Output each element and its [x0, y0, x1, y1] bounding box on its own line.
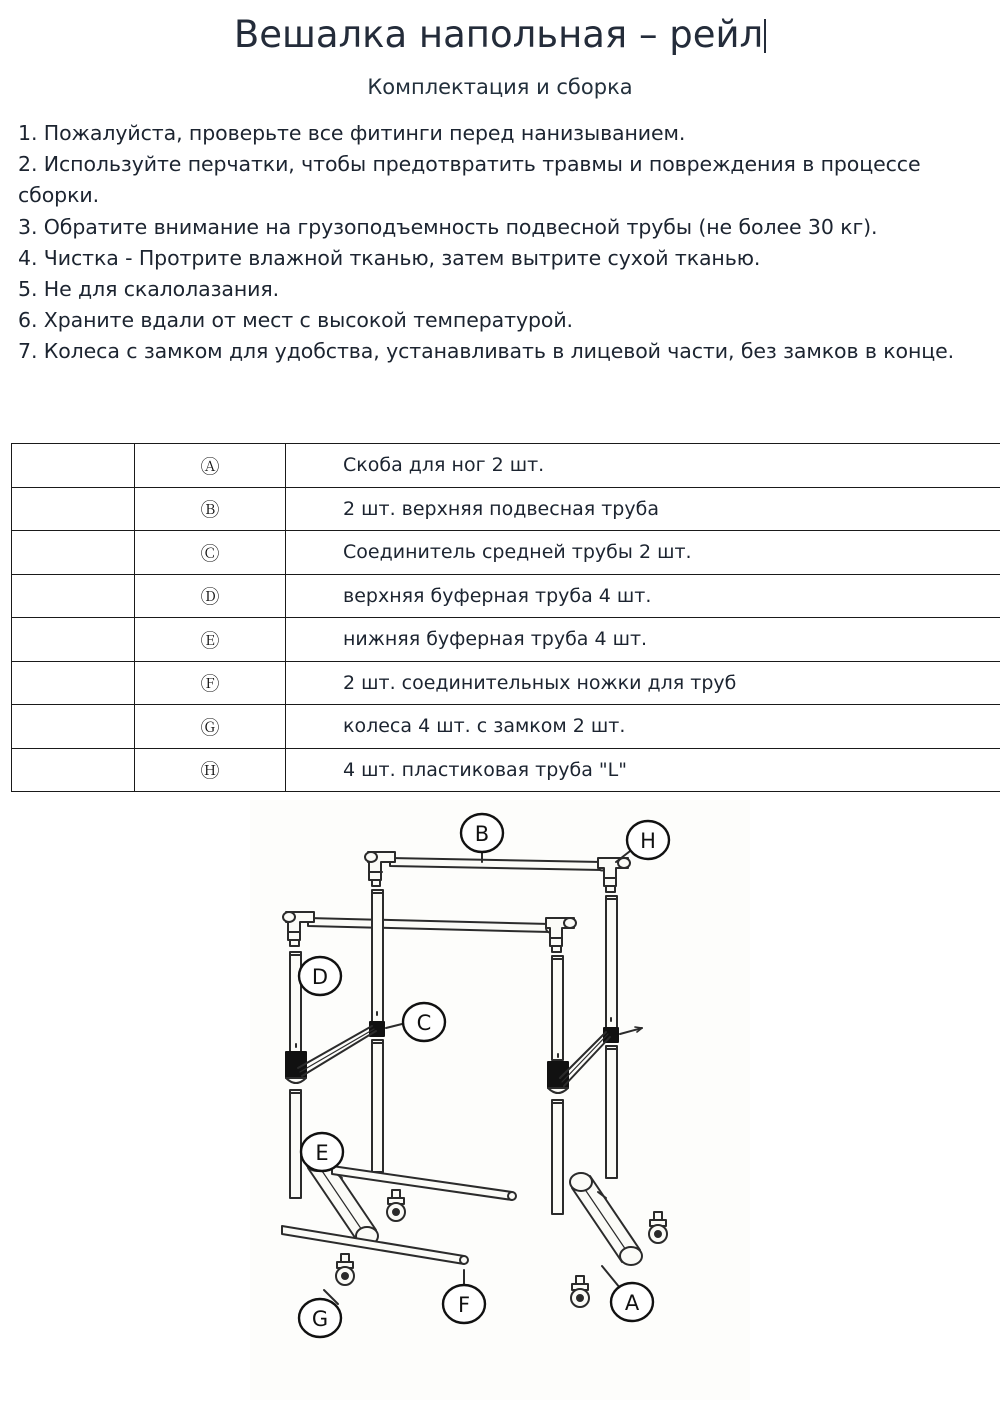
instruction-item: 2. Используйте перчатки, чтобы предотвратить травмы и повреждения в процессе сборки. — [18, 152, 927, 208]
instruction-item: 3. Обратите внимание на грузоподъемность подвесной трубы (не более 30 кг). — [18, 214, 878, 239]
instruction-item: 7. Колеса с замком для удобства, устанавливать в лицевой части, без замков в конце. — [18, 339, 955, 364]
plastic-l-connector-rear-left — [365, 852, 395, 886]
part-letter-badge: Ⓒ — [200, 542, 220, 565]
table-row — [12, 444, 1000, 488]
part-letter-badge: Ⓑ — [200, 499, 220, 522]
callout-c — [403, 1003, 445, 1041]
table-row — [12, 705, 1000, 749]
assembly-diagram — [250, 800, 750, 1400]
instruction-item: 1. Пожалуйста, проверьте все фитинги перед нанизыванием. — [18, 121, 686, 145]
table-cell-letter — [135, 748, 286, 792]
callout-label-d: D — [311, 965, 329, 989]
callout-a — [611, 1283, 653, 1321]
callout-d — [299, 957, 341, 995]
upper-buffer-tube-left-rear — [372, 890, 383, 1022]
caster-wheel-right-rear — [649, 1212, 667, 1243]
callout-label-b: B — [474, 822, 490, 846]
table-cell-description: верхняя буферная труба 4 шт. — [286, 574, 1000, 618]
instruction-item: 5. Не для скалолазания. — [18, 277, 280, 302]
caster-wheel-right-front — [571, 1276, 589, 1307]
callout-label-c: C — [416, 1011, 432, 1035]
lower-buffer-tube-left-front — [290, 1090, 301, 1198]
table-cell-description: Скоба для ног 2 шт. — [286, 444, 1000, 488]
instruction-item: 4. Чистка - Протрите влажной тканью, затем вытрите сухой тканью. — [18, 245, 761, 270]
table-cell-letter — [135, 531, 286, 575]
table-cell-blank — [12, 444, 135, 488]
part-letter-badge: Ⓓ — [200, 586, 220, 609]
table-cell-description: 2 шт. верхняя подвесная труба — [286, 487, 1000, 531]
callout-label-f: F — [457, 1293, 471, 1317]
upper-buffer-tube-left-front — [290, 952, 301, 1052]
page-title-text: Вешалка напольная – рейл — [233, 13, 764, 56]
foot-bracket-right — [570, 1173, 642, 1265]
plastic-l-connector-front-left — [283, 912, 314, 946]
table-cell-description: 2 шт. соединительных ножки для труб — [286, 661, 1000, 705]
table-row — [12, 574, 1000, 618]
table-cell-description: 4 шт. пластиковая труба "L" — [286, 748, 1000, 792]
part-letter-badge: Ⓗ — [200, 760, 220, 783]
part-letter-badge: Ⓔ — [200, 629, 220, 652]
table-cell-letter — [135, 661, 286, 705]
top-hanging-rail-rear — [390, 858, 606, 871]
lower-buffer-tube-left-rear — [372, 1040, 383, 1172]
page-subtitle: Комплектация и сборка — [367, 75, 633, 99]
table-cell-blank — [12, 748, 135, 792]
table-cell-blank — [12, 487, 135, 531]
instruction-list — [18, 118, 958, 368]
lower-buffer-tube-right-front — [552, 1100, 563, 1214]
part-letter-badge: Ⓖ — [200, 716, 220, 739]
callout-label-a: A — [624, 1291, 640, 1315]
callout-label-h: H — [640, 829, 656, 853]
plastic-l-connector-rear-right — [598, 858, 630, 892]
table-cell-letter — [135, 574, 286, 618]
plastic-l-connector-front-right — [546, 918, 576, 952]
leader-a — [602, 1266, 620, 1288]
callout-f — [443, 1285, 485, 1323]
table-cell-blank — [12, 618, 135, 662]
table-row — [12, 531, 1000, 575]
callout-h — [627, 821, 669, 859]
table-row — [12, 748, 1000, 792]
text-caret — [764, 19, 766, 53]
middle-tube-connector-left — [286, 1012, 410, 1083]
table-cell-blank — [12, 705, 135, 749]
table-cell-blank — [12, 574, 135, 618]
table-row — [12, 487, 1000, 531]
connecting-leg-tube-upper — [332, 1166, 516, 1200]
instruction-item: 6. Храните вдали от мест с высокой температурой. — [18, 308, 573, 333]
top-hanging-rail-front — [308, 918, 554, 933]
lower-buffer-tube-right-rear — [606, 1046, 617, 1178]
callout-e — [301, 1133, 343, 1171]
page-title — [0, 13, 1000, 57]
table-cell-description: колеса 4 шт. с замком 2 шт. — [286, 705, 1000, 749]
table-cell-blank — [12, 661, 135, 705]
table-cell-description: Соединитель средней трубы 2 шт. — [286, 531, 1000, 575]
table-cell-blank — [12, 531, 135, 575]
parts-table — [11, 443, 1000, 792]
table-cell-letter — [135, 705, 286, 749]
table-cell-letter — [135, 618, 286, 662]
part-letter-badge: Ⓕ — [200, 673, 220, 696]
table-cell-letter — [135, 444, 286, 488]
table-cell-letter — [135, 487, 286, 531]
upper-buffer-tube-right-front — [552, 956, 563, 1060]
callout-label-e: E — [315, 1141, 329, 1165]
upper-buffer-tube-right-rear — [606, 896, 617, 1028]
caster-wheel-left-rear — [387, 1190, 405, 1221]
part-letter-badge: Ⓐ — [200, 455, 220, 478]
callout-b — [461, 814, 503, 852]
table-row — [12, 661, 1000, 705]
table-cell-description: нижняя буферная труба 4 шт. — [286, 618, 1000, 662]
callout-label-g: G — [311, 1307, 329, 1331]
callout-g — [299, 1299, 341, 1337]
table-row — [12, 618, 1000, 662]
caster-wheel-left-front — [336, 1254, 354, 1285]
